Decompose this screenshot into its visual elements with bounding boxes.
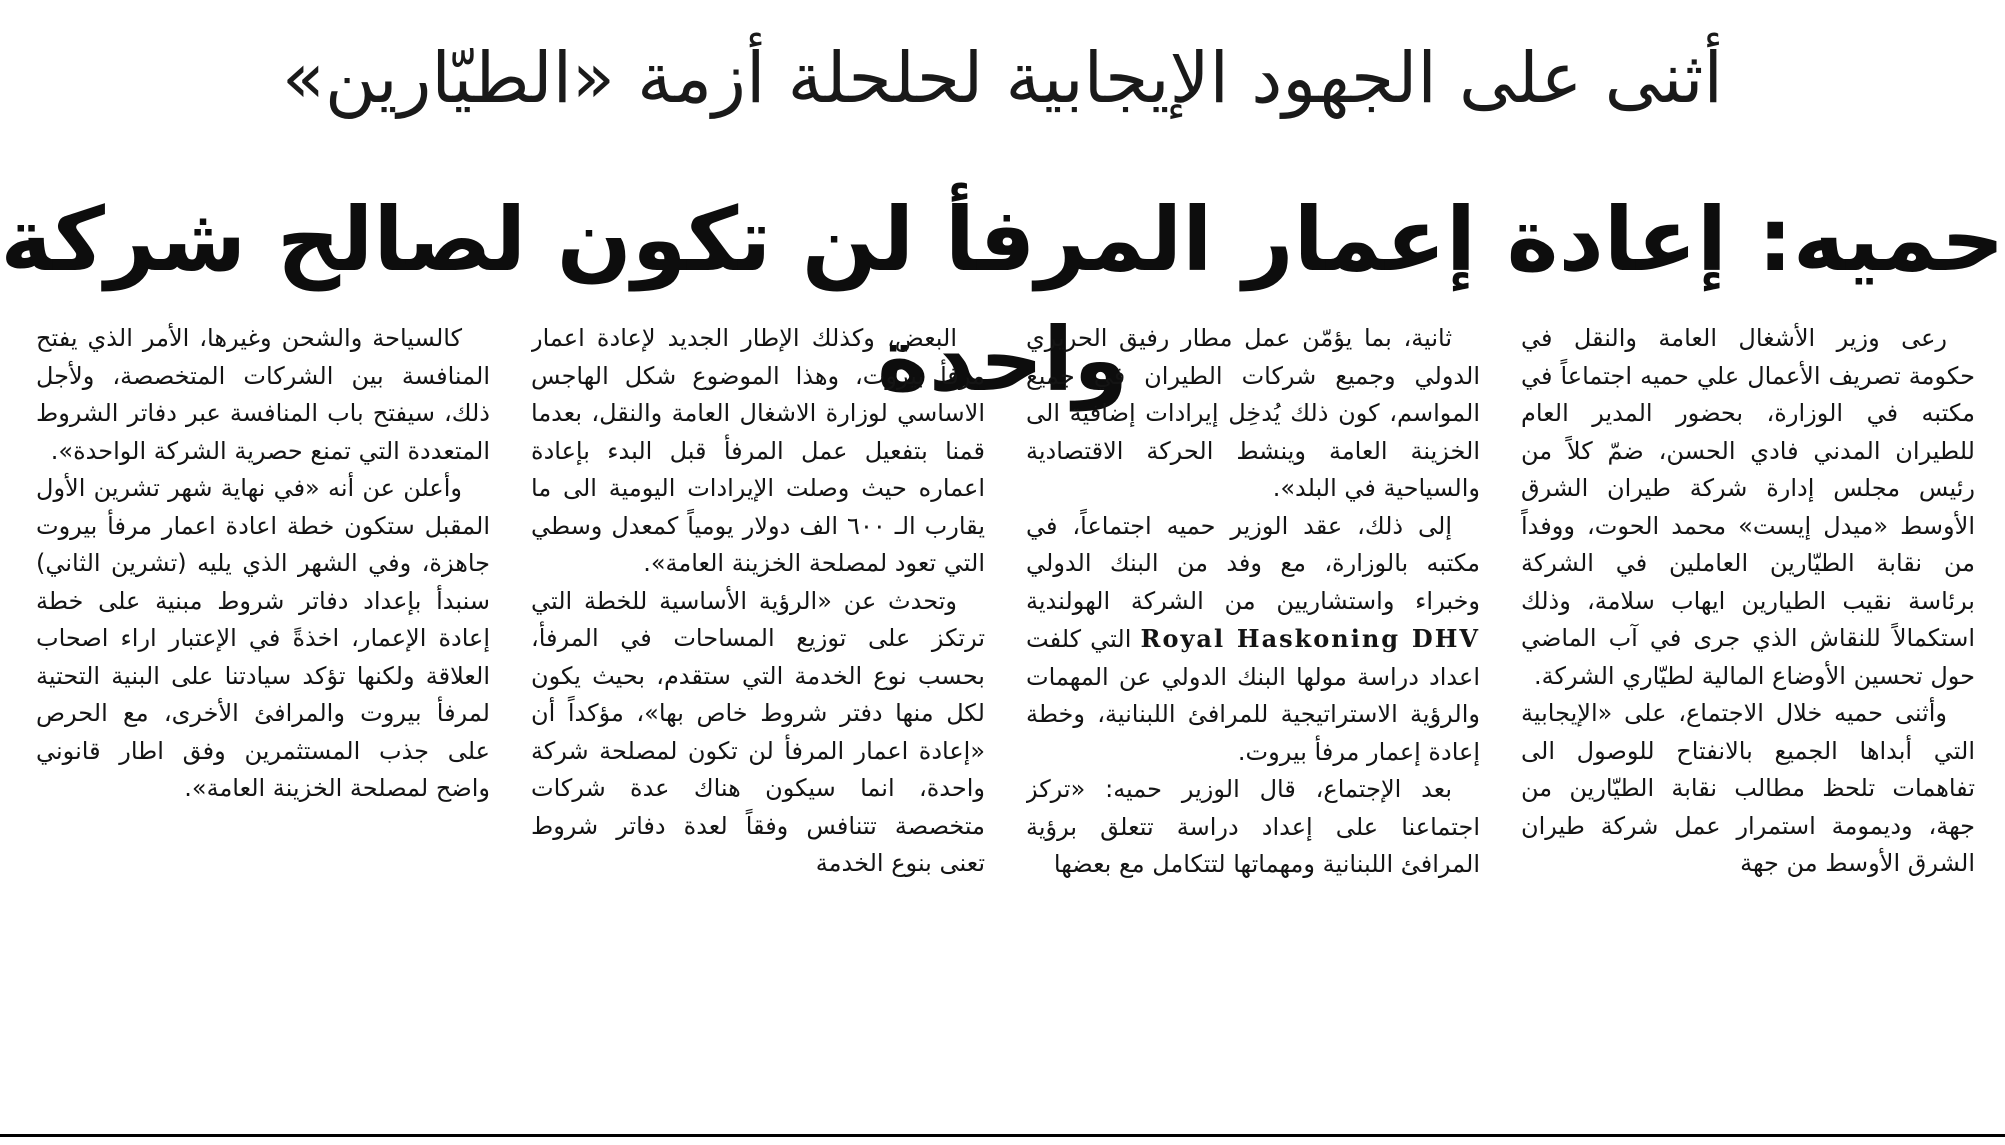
paragraph: كالسياحة والشحن وغيرها، الأمر الذي يفتح المنافسة بين الشركات المتخصصة، ولأجل ذلك، سيفتح باب المنافسة عبر دفاتر الشروط المتعددة التي تمنع حصرية الشركة الواحدة».: [36, 324, 490, 465]
paragraph: رعى وزير الأشغال العامة والنقل في حكومة تصريف الأعمال علي حميه اجتماعاً في مكتبه في الوزارة، بحضور المدير العام للطيران المدني فادي الحسن، ضمّ كلاً من رئيس مجلس إدارة شركة طيران الشرق الأوسط «ميدل إيست» محمد الحوت، ووفداً من نقابة الطيّارين العاملين في الشركة برئاسة نقيب الطيارين ايهاب سلامة، وذلك استكمالاً للنقاش الذي جرى في آب الماضي حول تحسين الأوضاع المالية لطيّاري الشركة.: [1521, 324, 1975, 690]
paragraph: البعض، وكذلك الإطار الجديد لإعادة اعمار مرفأ بيروت، وهذا الموضوع شكل الهاجس الاساسي لوزارة الاشغال العامة والنقل، بعدما قمنا بتفعيل عمل المرفأ قبل البدء بإعادة اعماره حيث وصلت الإيرادات اليومية الى ما يقارب الـ ٦٠٠ الف دولار يومياً كمعدل وسطي التي تعود لمصلحة الخزينة العامة».: [531, 324, 985, 577]
paragraph-text: التي كلفت اعداد دراسة مولها البنك الدولي عن المهمات والرؤية الاستراتيجية للمرافئ اللبنانية، وخطة إعادة إعمار مرفأ بيروت.: [1026, 625, 1480, 766]
article-body: [30, 320, 1975, 1125]
paragraph: وأعلن عن أنه «في نهاية شهر تشرين الأول المقبل ستكون خطة اعادة اعمار مرفأ بيروت جاهزة، وفي الشهر الذي يليه (تشرين الثاني) سنبدأ بإعداد دفاتر شروط مبنية على خطة إعادة الإعمار، اخذةً في الإعتبار اراء اصحاب العلاقة ولكنها تؤكد سيادتنا على البنية التحتية لمرفأ بيروت والمرافئ الأخرى، مع الحرص على جذب المستثمرين وفق اطار قانوني واضح لمصلحة الخزينة العامة».: [36, 474, 490, 802]
article-kicker: أثنى على الجهود الإيجابية لحلحلة أزمة «الطيّارين»: [282, 37, 1723, 119]
paragraph: ثانية، بما يؤمّن عمل مطار رفيق الحريري الدولي وجميع شركات الطيران في جميع المواسم، كون ذلك يُدخِل إيرادات إضافية الى الخزينة العامة وينشط الحركة الاقتصادية والسياحية في البلد».: [1026, 324, 1480, 502]
paragraph: وتحدث عن «الرؤية الأساسية للخطة التي ترتكز على توزيع المساحات في المرفأ، بحسب نوع الخدمة التي ستقدم، بحيث يكون لكل منها دفتر شروط خاص بها»، مؤكداً أن «إعادة اعمار المرفأ لن تكون لمصلحة شركة واحدة، انما سيكون هناك عدة شركات متخصصة تتنافس وفقاً لعدة دفاتر شروط تعنى بنوع الخدمة: [531, 586, 985, 877]
company-name: Royal Haskoning DHV: [1140, 624, 1480, 653]
body-column-4: [36, 320, 490, 1125]
paragraph: وأثنى حميه خلال الاجتماع، على «الإيجابية التي أبداها الجميع بالانفتاح للوصول الى تفاهمات تلحظ مطالب نقابة الطيّارين من جهة، وديمومة استمرار عمل شركة طيران الشرق الأوسط من جهة: [1521, 699, 1975, 877]
paragraph: بعد الإجتماع، قال الوزير حميه: «تركز اجتماعنا على إعداد دراسة تتعلق برؤية المرافئ اللبنانية ومهماتها لتتكامل مع بعضها: [1026, 775, 1480, 878]
paragraph-text: إلى ذلك، عقد الوزير حميه اجتماعاً، في مكتبه بالوزارة، مع وفد من البنك الدولي وخبراء واستشاريين من الشركة الهولندية: [1026, 511, 1480, 615]
paragraph: [1026, 508, 1480, 772]
body-column-3: [531, 320, 985, 1125]
body-column-1: [1521, 320, 1975, 1125]
body-column-2: [1026, 320, 1480, 1125]
bottom-rule: [0, 1134, 2005, 1137]
article-headline: حميه: إعادة إعمار المرفأ لن تكون لصالح شركة واحدة: [0, 188, 2005, 411]
